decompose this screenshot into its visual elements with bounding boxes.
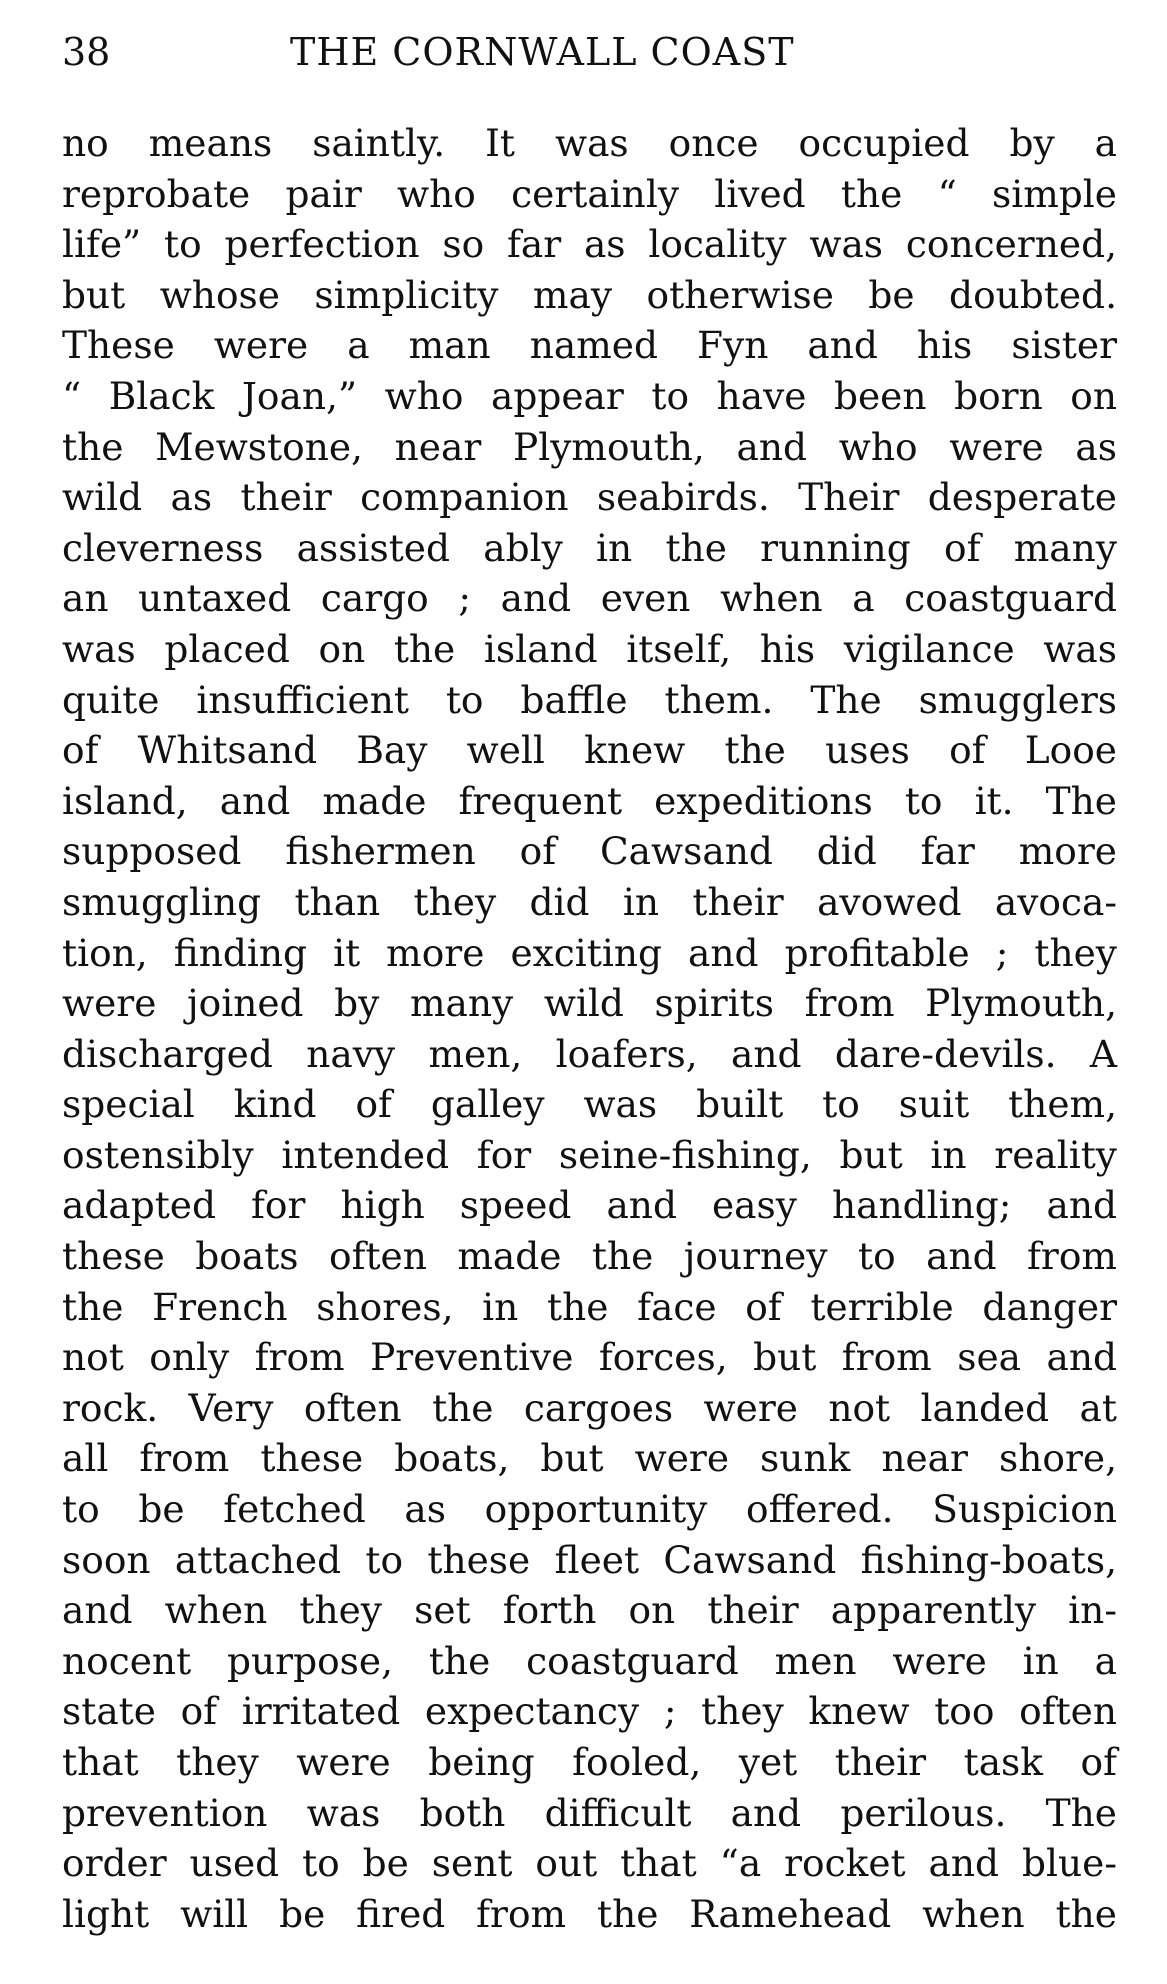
text-line: supposed fishermen of Cawsand did far more bbox=[62, 829, 1117, 874]
text-line: tion, finding it more exciting and profitable ; they bbox=[62, 930, 1117, 975]
page-number: 38 bbox=[62, 30, 111, 74]
text-line: wild as their companion seabirds. Their desperate bbox=[62, 475, 1117, 520]
text-line: all from these boats, but were sunk near shore, bbox=[62, 1436, 1117, 1481]
text-line: quite insufficient to baffle them. The smugglers bbox=[62, 677, 1117, 722]
text-line: light will be fired from the Ramehead when the bbox=[62, 1891, 1117, 1936]
text-line: these boats often made the journey to and from bbox=[62, 1234, 1117, 1279]
text-line: soon attached to these fleet Cawsand fishing-boats, bbox=[62, 1537, 1117, 1582]
text-line: adapted for high speed and easy handling; and bbox=[62, 1183, 1117, 1228]
text-line: prevention was both difficult and perilous. The bbox=[62, 1790, 1117, 1835]
text-line: nocent purpose, the coastguard men were in a bbox=[62, 1638, 1117, 1683]
text-line: “ Black Joan,” who appear to have been born on bbox=[62, 373, 1117, 418]
text-line: the French shores, in the face of terrible danger bbox=[62, 1284, 1117, 1329]
text-line: These were a man named Fyn and his sister bbox=[62, 323, 1117, 368]
text-line: discharged navy men, loafers, and dare-devils. A bbox=[62, 1031, 1117, 1076]
text-line: smuggling than they did in their avowed avoca- bbox=[62, 879, 1117, 924]
text-line: and when they set forth on their apparently in- bbox=[62, 1588, 1117, 1633]
body-text bbox=[62, 118, 1117, 1939]
text-line: cleverness assisted ably in the running of many bbox=[62, 525, 1117, 570]
text-line: no means saintly. It was once occupied by a bbox=[62, 121, 1117, 165]
text-line: of Whitsand Bay well knew the uses of Looe bbox=[62, 728, 1117, 773]
text-line: to be fetched as opportunity offered. Suspicion bbox=[62, 1487, 1117, 1532]
text-line: special kind of galley was built to suit them, bbox=[62, 1082, 1117, 1127]
text-line: rock. Very often the cargoes were not landed at bbox=[62, 1385, 1117, 1430]
text-line: but whose simplicity may otherwise be doubted. bbox=[62, 272, 1117, 317]
running-title: THE CORNWALL COAST bbox=[290, 30, 795, 74]
text-line: island, and made frequent expeditions to it. The bbox=[62, 778, 1117, 823]
text-line: the Mewstone, near Plymouth, and who were as bbox=[62, 424, 1117, 469]
text-line: reprobate pair who certainly lived the “ simple bbox=[62, 171, 1117, 216]
text-line: not only from Preventive forces, but from sea and bbox=[62, 1335, 1117, 1380]
text-line: state of irritated expectancy ; they knew too often bbox=[62, 1689, 1117, 1734]
text-line: order used to be sent out that “a rocket and blue- bbox=[62, 1841, 1117, 1886]
text-line: were joined by many wild spirits from Plymouth, bbox=[62, 981, 1117, 1026]
text-line: life” to perfection so far as locality was concerned, bbox=[62, 222, 1117, 267]
text-line: ostensibly intended for seine-fishing, but in reality bbox=[62, 1132, 1117, 1177]
text-line: an untaxed cargo ; and even when a coastguard bbox=[62, 576, 1117, 621]
text-line: that they were being fooled, yet their task of bbox=[62, 1740, 1117, 1784]
running-head bbox=[62, 22, 1122, 82]
text-line: was placed on the island itself, his vigilance was bbox=[62, 626, 1117, 671]
